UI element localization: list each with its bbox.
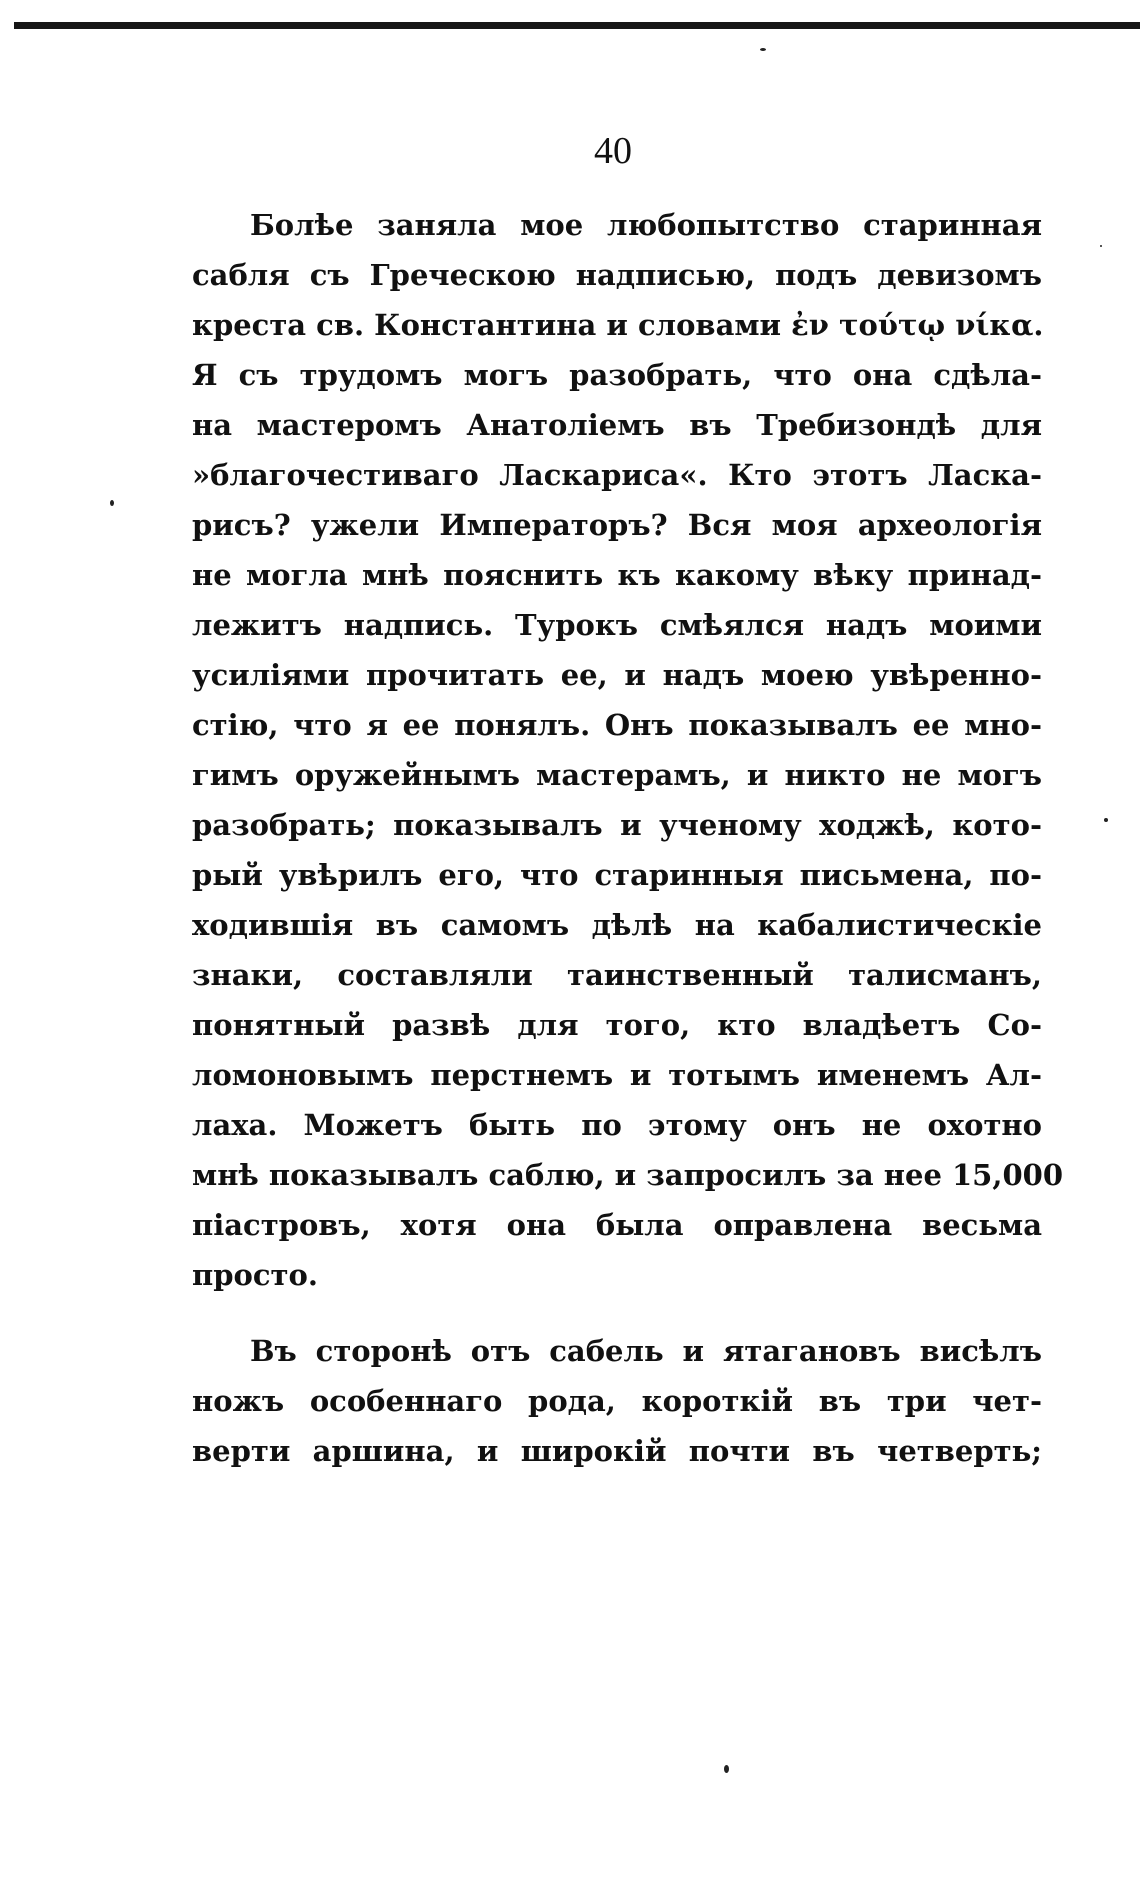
body-text	[192, 200, 1063, 1476]
scan-speck	[110, 500, 114, 506]
text-line: не могла мнѣ пояснить къ какому вѣку принад-	[192, 558, 1042, 592]
text-line: на мастеромъ Анатоліемъ въ Требизондѣ для	[192, 408, 1042, 442]
scan-speck	[724, 1765, 729, 1773]
text-line: знаки, составляли таинственный талисманъ,	[192, 958, 1042, 992]
text-line: Я съ трудомъ могъ разобрать, что она сдѣла-	[192, 358, 1042, 392]
text-line: усиліями прочитать ее, и надъ моею увѣренно-	[192, 658, 1042, 692]
text-line: лаха. Можетъ быть по этому онъ не охотно	[192, 1108, 1042, 1142]
text-line: Болѣе заняла мое любопытство старинная	[250, 208, 1042, 242]
text-line: верти аршина, и широкій почти въ четверть;	[192, 1434, 1042, 1468]
page-number: 40	[594, 130, 632, 172]
text-line: просто.	[192, 1258, 318, 1292]
text-line: »благочестиваго Ласкариса«. Кто этотъ Ласка-	[192, 458, 1042, 492]
text-line: лежитъ надпись. Турокъ смѣялся надъ моими	[192, 608, 1042, 642]
scan-speck	[1104, 818, 1108, 822]
scan-speck	[760, 48, 766, 51]
text-line: мнѣ показывалъ саблю, и запросилъ за нее 15,000	[192, 1158, 1063, 1192]
text-line: гимъ оружейнымъ мастерамъ, и никто не могъ	[192, 758, 1042, 792]
text-line: рисъ? ужели Императоръ? Вся моя археологія	[192, 508, 1042, 542]
text-line: разобрать; показывалъ и ученому ходжѣ, кото-	[192, 808, 1042, 842]
text-line: стію, что я ее понялъ. Онъ показывалъ ее мно-	[192, 708, 1042, 742]
text-line: рый увѣрилъ его, что старинныя письмена, по-	[192, 858, 1042, 892]
text-line: понятный развѣ для того, кто владѣетъ Со-	[192, 1008, 1042, 1042]
text-line: креста св. Константина и словами ἐν τούτῳ νίκα.	[192, 308, 1044, 342]
scan-speck	[1100, 245, 1102, 247]
paragraph-2	[192, 1326, 1042, 1476]
paragraph-1	[192, 200, 1063, 1300]
top-border-rule	[14, 22, 1140, 29]
text-line: Въ сторонѣ отъ сабель и ятагановъ висѣлъ	[250, 1334, 1042, 1368]
text-line: ходившія въ самомъ дѣлѣ на кабалистическіе	[192, 908, 1042, 942]
text-line: піастровъ, хотя она была оправлена весьма	[192, 1208, 1042, 1242]
text-line: сабля съ Греческою надписью, подъ девизомъ	[192, 258, 1042, 292]
text-line: ножъ особеннаго рода, короткій въ три чет-	[192, 1384, 1042, 1418]
text-line: ломоновымъ перстнемъ и тотымъ именемъ Ал-	[192, 1058, 1042, 1092]
paragraph-gap	[192, 1300, 1042, 1326]
